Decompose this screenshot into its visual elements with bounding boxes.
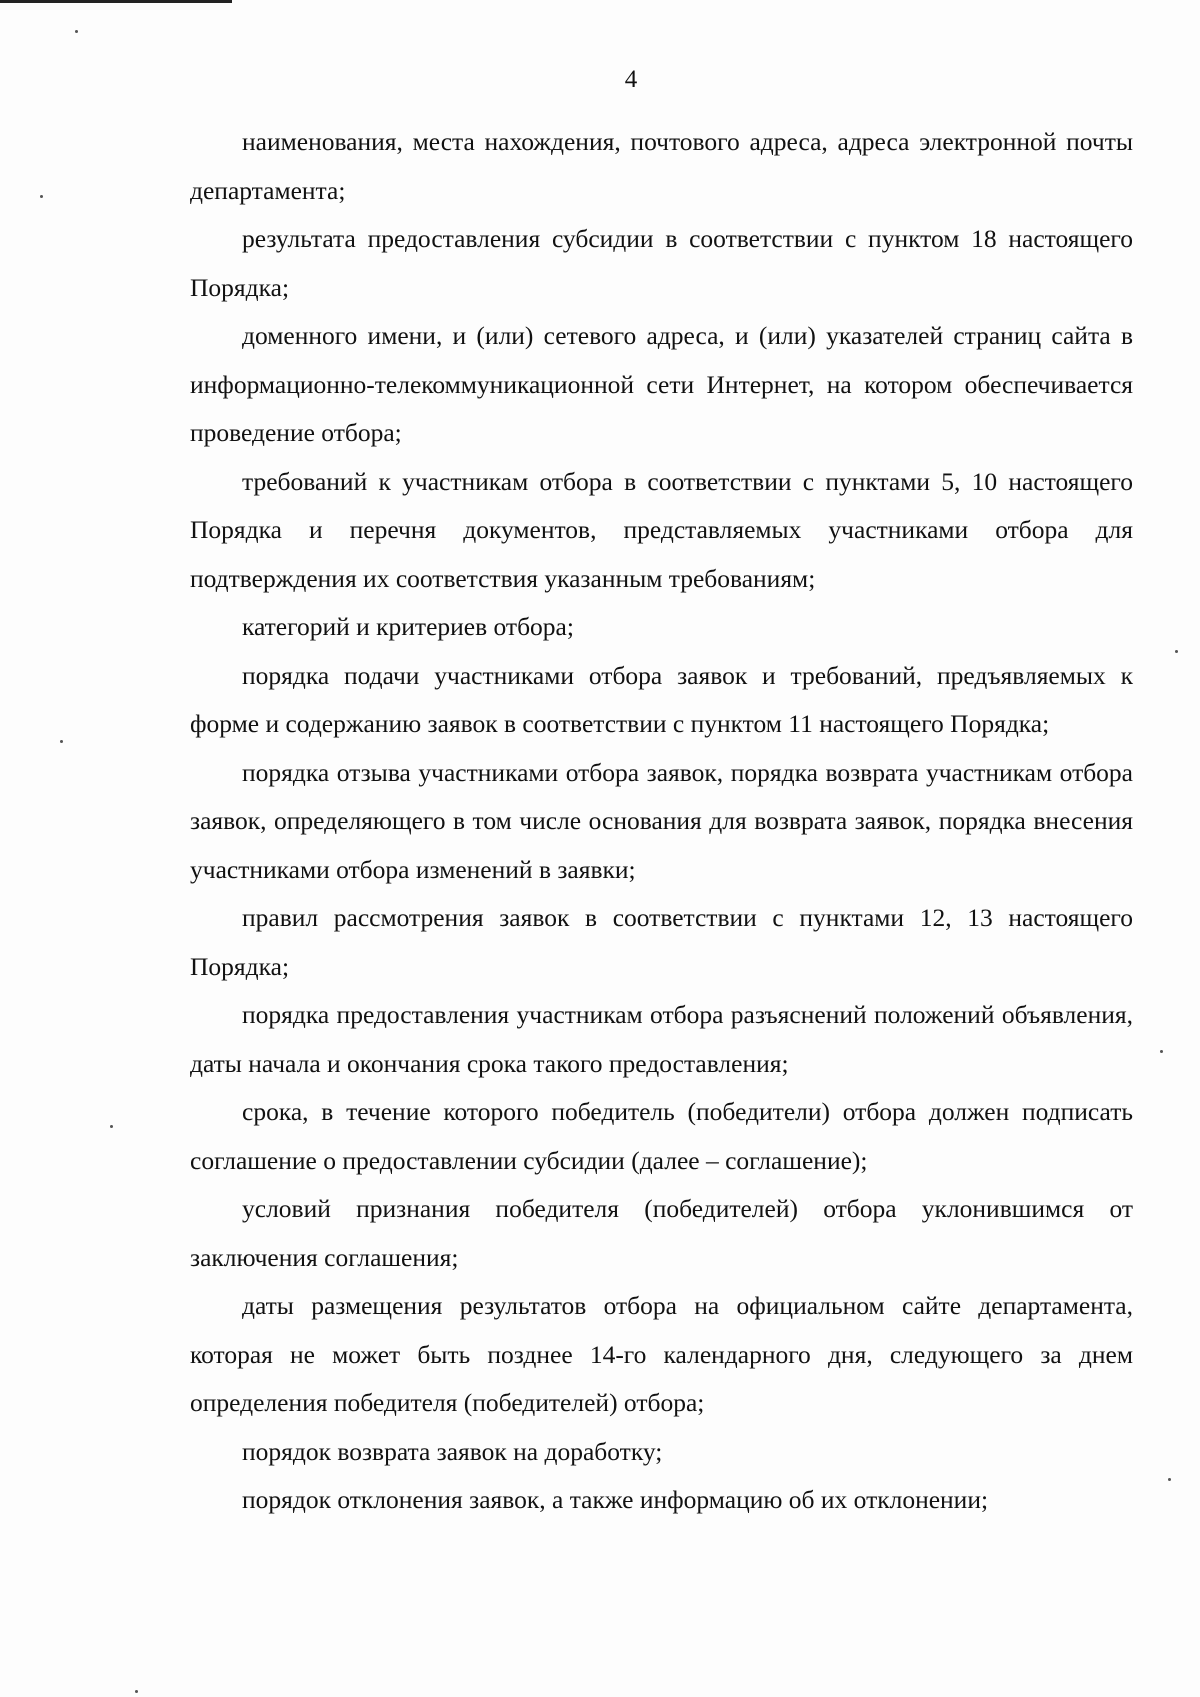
paragraph: срока, в течение которого победитель (победители) отбора должен подписать соглашение о предоставлении субсидии (далее – соглашение); (190, 1097, 1133, 1175)
paragraph: порядок отклонения заявок, а также информацию об их отклонении; (242, 1485, 989, 1514)
paragraph: порядка подачи участниками отбора заявок и требований, предъявляемых к форме и содержанию заявок в соответствии с пунктом 11 настоящего Порядка; (190, 660, 1133, 738)
page-number: 4 (624, 66, 638, 93)
scan-speck (60, 740, 63, 743)
scan-speck (75, 30, 78, 33)
paragraph: порядка отзыва участниками отбора заявок, порядка возврата участникам отбора заявок, определяющего в том числе основания для возврата заявок, порядка внесения участниками отбора изменений в заявки; (190, 757, 1133, 884)
paragraph: доменного имени, и (или) сетевого адреса, и (или) указателей страниц сайта в информационно-телекоммуникационной сети Интернет, на котором обеспечивается проведение отбора; (190, 321, 1133, 447)
scan-speck (1168, 1478, 1171, 1481)
paragraph: правил рассмотрения заявок в соответствии с пунктами 12, 13 настоящего Порядка; (190, 903, 1133, 981)
paragraph: требований к участникам отбора в соответствии с пунктами 5, 10 настоящего Порядка и перечня документов, представляемых участниками отбора для подтверждения их соответствия указанным требованиям; (190, 466, 1133, 593)
scan-edge-mark (0, 0, 232, 3)
paragraph: даты размещения результатов отбора на официальном сайте департамента, которая не может быть позднее 14-го календарного дня, следующего за днем определения победителя (победителей) отбора; (190, 1291, 1133, 1417)
document-body (190, 118, 1133, 1525)
paragraph: категорий и критериев отбора; (242, 612, 574, 641)
paragraph: наименования, места нахождения, почтового адреса, адреса электронной почты департамента; (190, 127, 1133, 205)
scan-speck (40, 195, 43, 198)
scan-speck (135, 1690, 138, 1693)
paragraph: порядок возврата заявок на доработку; (242, 1436, 663, 1466)
paragraph: порядка предоставления участникам отбора разъяснений положений объявления, даты начала и окончания срока такого предоставления; (190, 1000, 1133, 1078)
scan-speck (1160, 1050, 1163, 1053)
scan-speck (1175, 650, 1178, 653)
paragraph: условий признания победителя (победителей) отбора уклонившимся от заключения соглашения; (190, 1194, 1133, 1272)
paragraph: результата предоставления субсидии в соответствии с пунктом 18 настоящего Порядка; (190, 224, 1133, 302)
scan-speck (110, 1125, 113, 1128)
